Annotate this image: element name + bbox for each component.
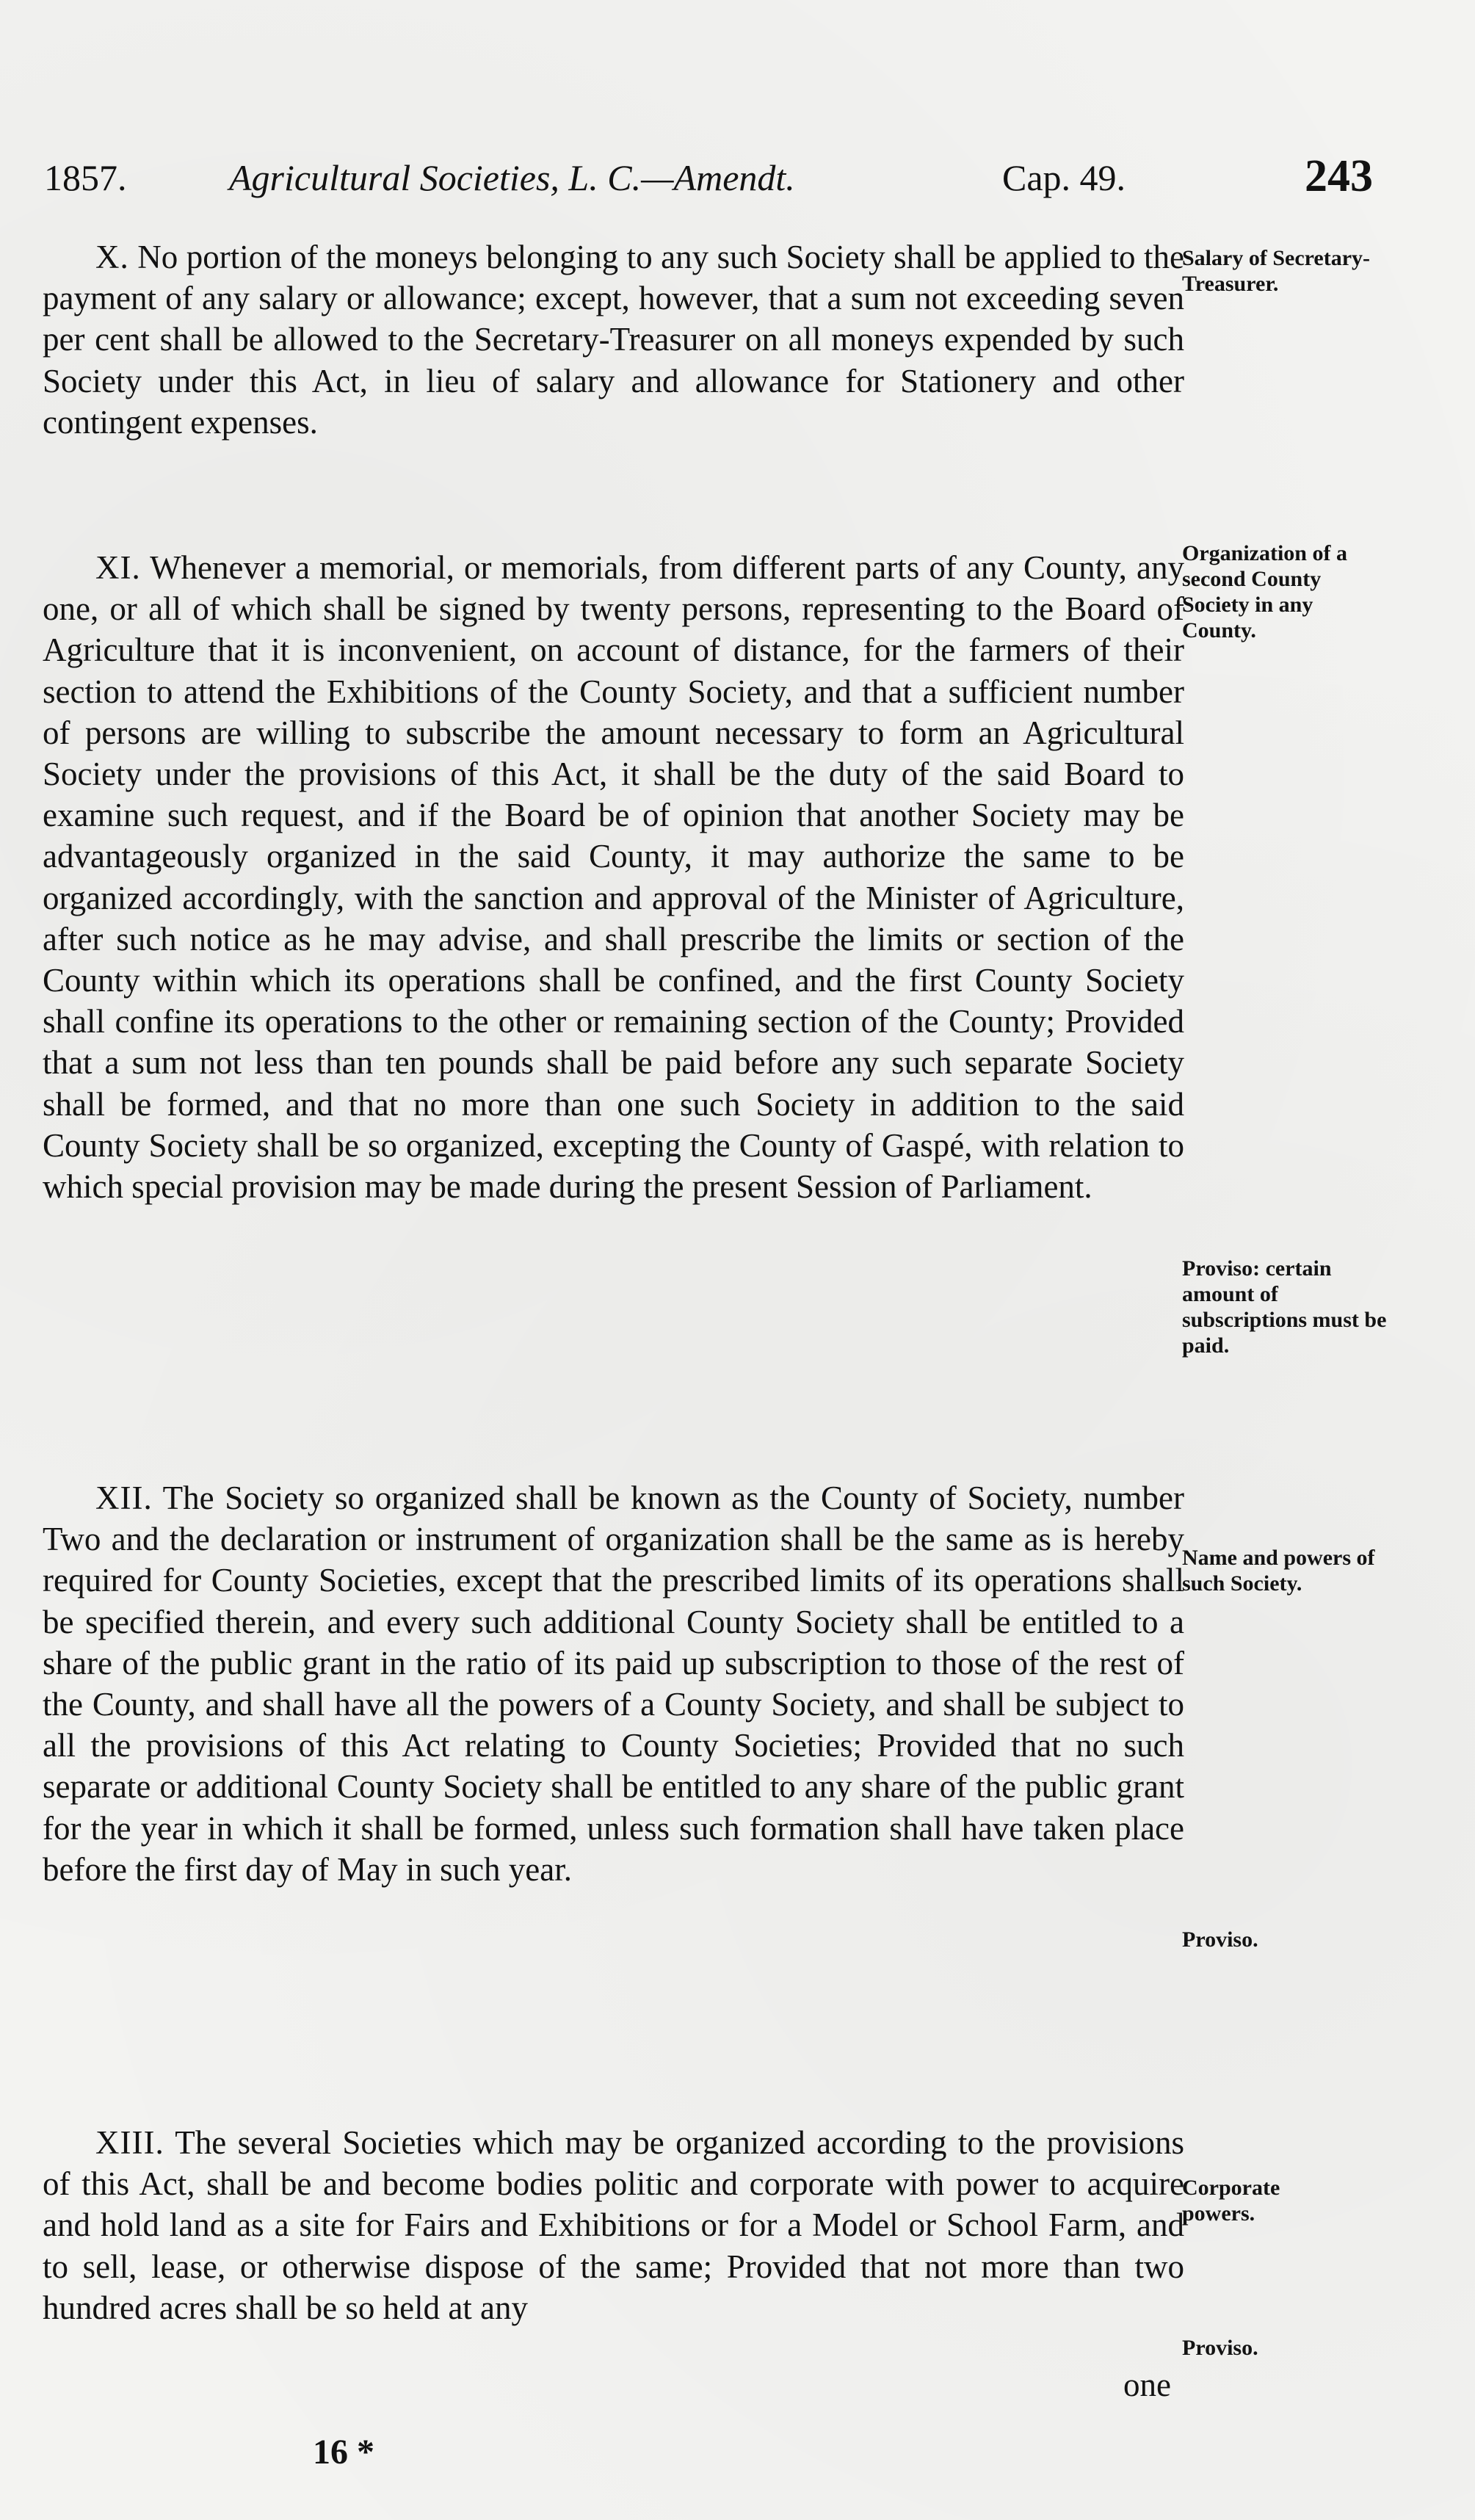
header-page-number: 243 [1305, 151, 1373, 201]
margin-note-proviso: Proviso. [1182, 2336, 1258, 2360]
section-xii [43, 1477, 1184, 1890]
margin-note-organization: Organization of a second County Society in any County. [1182, 541, 1347, 642]
section-text: The Society so organized shall be known as the County of Society, number Two and the declaration or instrument of organization shall be the same as is hereby required for County Societies, except that the prescribed limits of its operations shall be specified therein, and every such additional County Society shall be entitled to a share of the public grant in the ratio of its paid up subscription to those of the rest of the County, and shall have all the powers of a County Society, and shall be subject to all the provisions of this Act relating to County Societies; Provided that no such separate or additional County Society shall be entitled to any share of the public grant for the year in which it shall be formed, unless such formation shall have taken place before the first day of May in such year. [43, 1480, 1184, 1888]
running-header [44, 151, 1373, 209]
signature-mark: 16 * [313, 2433, 374, 2472]
margin-note-corporate-powers: Corporate powers. [1182, 2176, 1280, 2226]
margin-note-salary: Salary of Secretary-Treasurer. [1182, 246, 1371, 296]
section-number: X. [95, 239, 129, 275]
section-text: No portion of the moneys belonging to any such Society shall be applied to the payment of any salary or allowance; except, however, that a sum not exceeding seven per cent shall be allowed to the Secretary-Treasurer on all moneys expended by such Society under this Act, in lieu of salary and allowance for Stationery and other contingent expenses. [43, 239, 1184, 441]
margin-note-proviso-subscriptions: Proviso: certain amount of subscriptions must be paid. [1182, 1256, 1387, 1358]
margin-note-name-powers: Name and powers of such Society. [1182, 1546, 1375, 1596]
section-number: XIII. [95, 2124, 164, 2161]
header-chapter: Cap. 49. [1002, 157, 1126, 198]
section-number: XI. [95, 549, 141, 586]
header-year: 1857. [44, 157, 127, 198]
catchword: one [1123, 2367, 1171, 2403]
section-number: XII. [95, 1480, 153, 1516]
section-text: Whenever a memorial, or memorials, from different parts of any County, any one, or all of which shall be signed by twenty persons, representing to the Board of Agriculture that it is inconvenient, on account of distance, for the farmers of their section to attend the Exhibitions of the County Society, and that a sufficient number of persons are willing to subscribe the amount necessary to form an Agricultural Society under the provisions of this Act, it shall be the duty of the said Board to examine such request, and if the Board be of opinion that another Society may be advantageously organized in the said County, it may authorize the same to be organized accordingly, with the sanction and approval of the Minister of Agriculture, after such notice as he may advise, and shall prescribe the limits or section of the County within which its operations shall be confined, and the first County Society shall confine its operations to the other or remaining section of the County; Provided that a sum not less than ten pounds shall be paid before any such separate Society shall be formed, and that no more than one such Society in addition to the said County Society shall be so organized, excepting the County of Gaspé, with relation to which special provision may be made during the present Session of Parliament. [43, 549, 1185, 1206]
section-text: The several Societies which may be organized according to the provisions of this Act, shall be and become bodies politic and corporate with power to acquire and hold land as a site for Fairs and Exhibitions or for a Model or School Farm, and to sell, lease, or otherwise dispose of the same; Provided that not more than two hundred acres shall be so held at any [43, 2124, 1185, 2326]
section-x [43, 236, 1184, 443]
section-xiii [43, 2122, 1184, 2328]
header-title: Agricultural Societies, L. C.—Amendt. [229, 157, 795, 198]
section-xi [43, 547, 1184, 1207]
margin-note-proviso: Proviso. [1182, 1927, 1258, 1952]
